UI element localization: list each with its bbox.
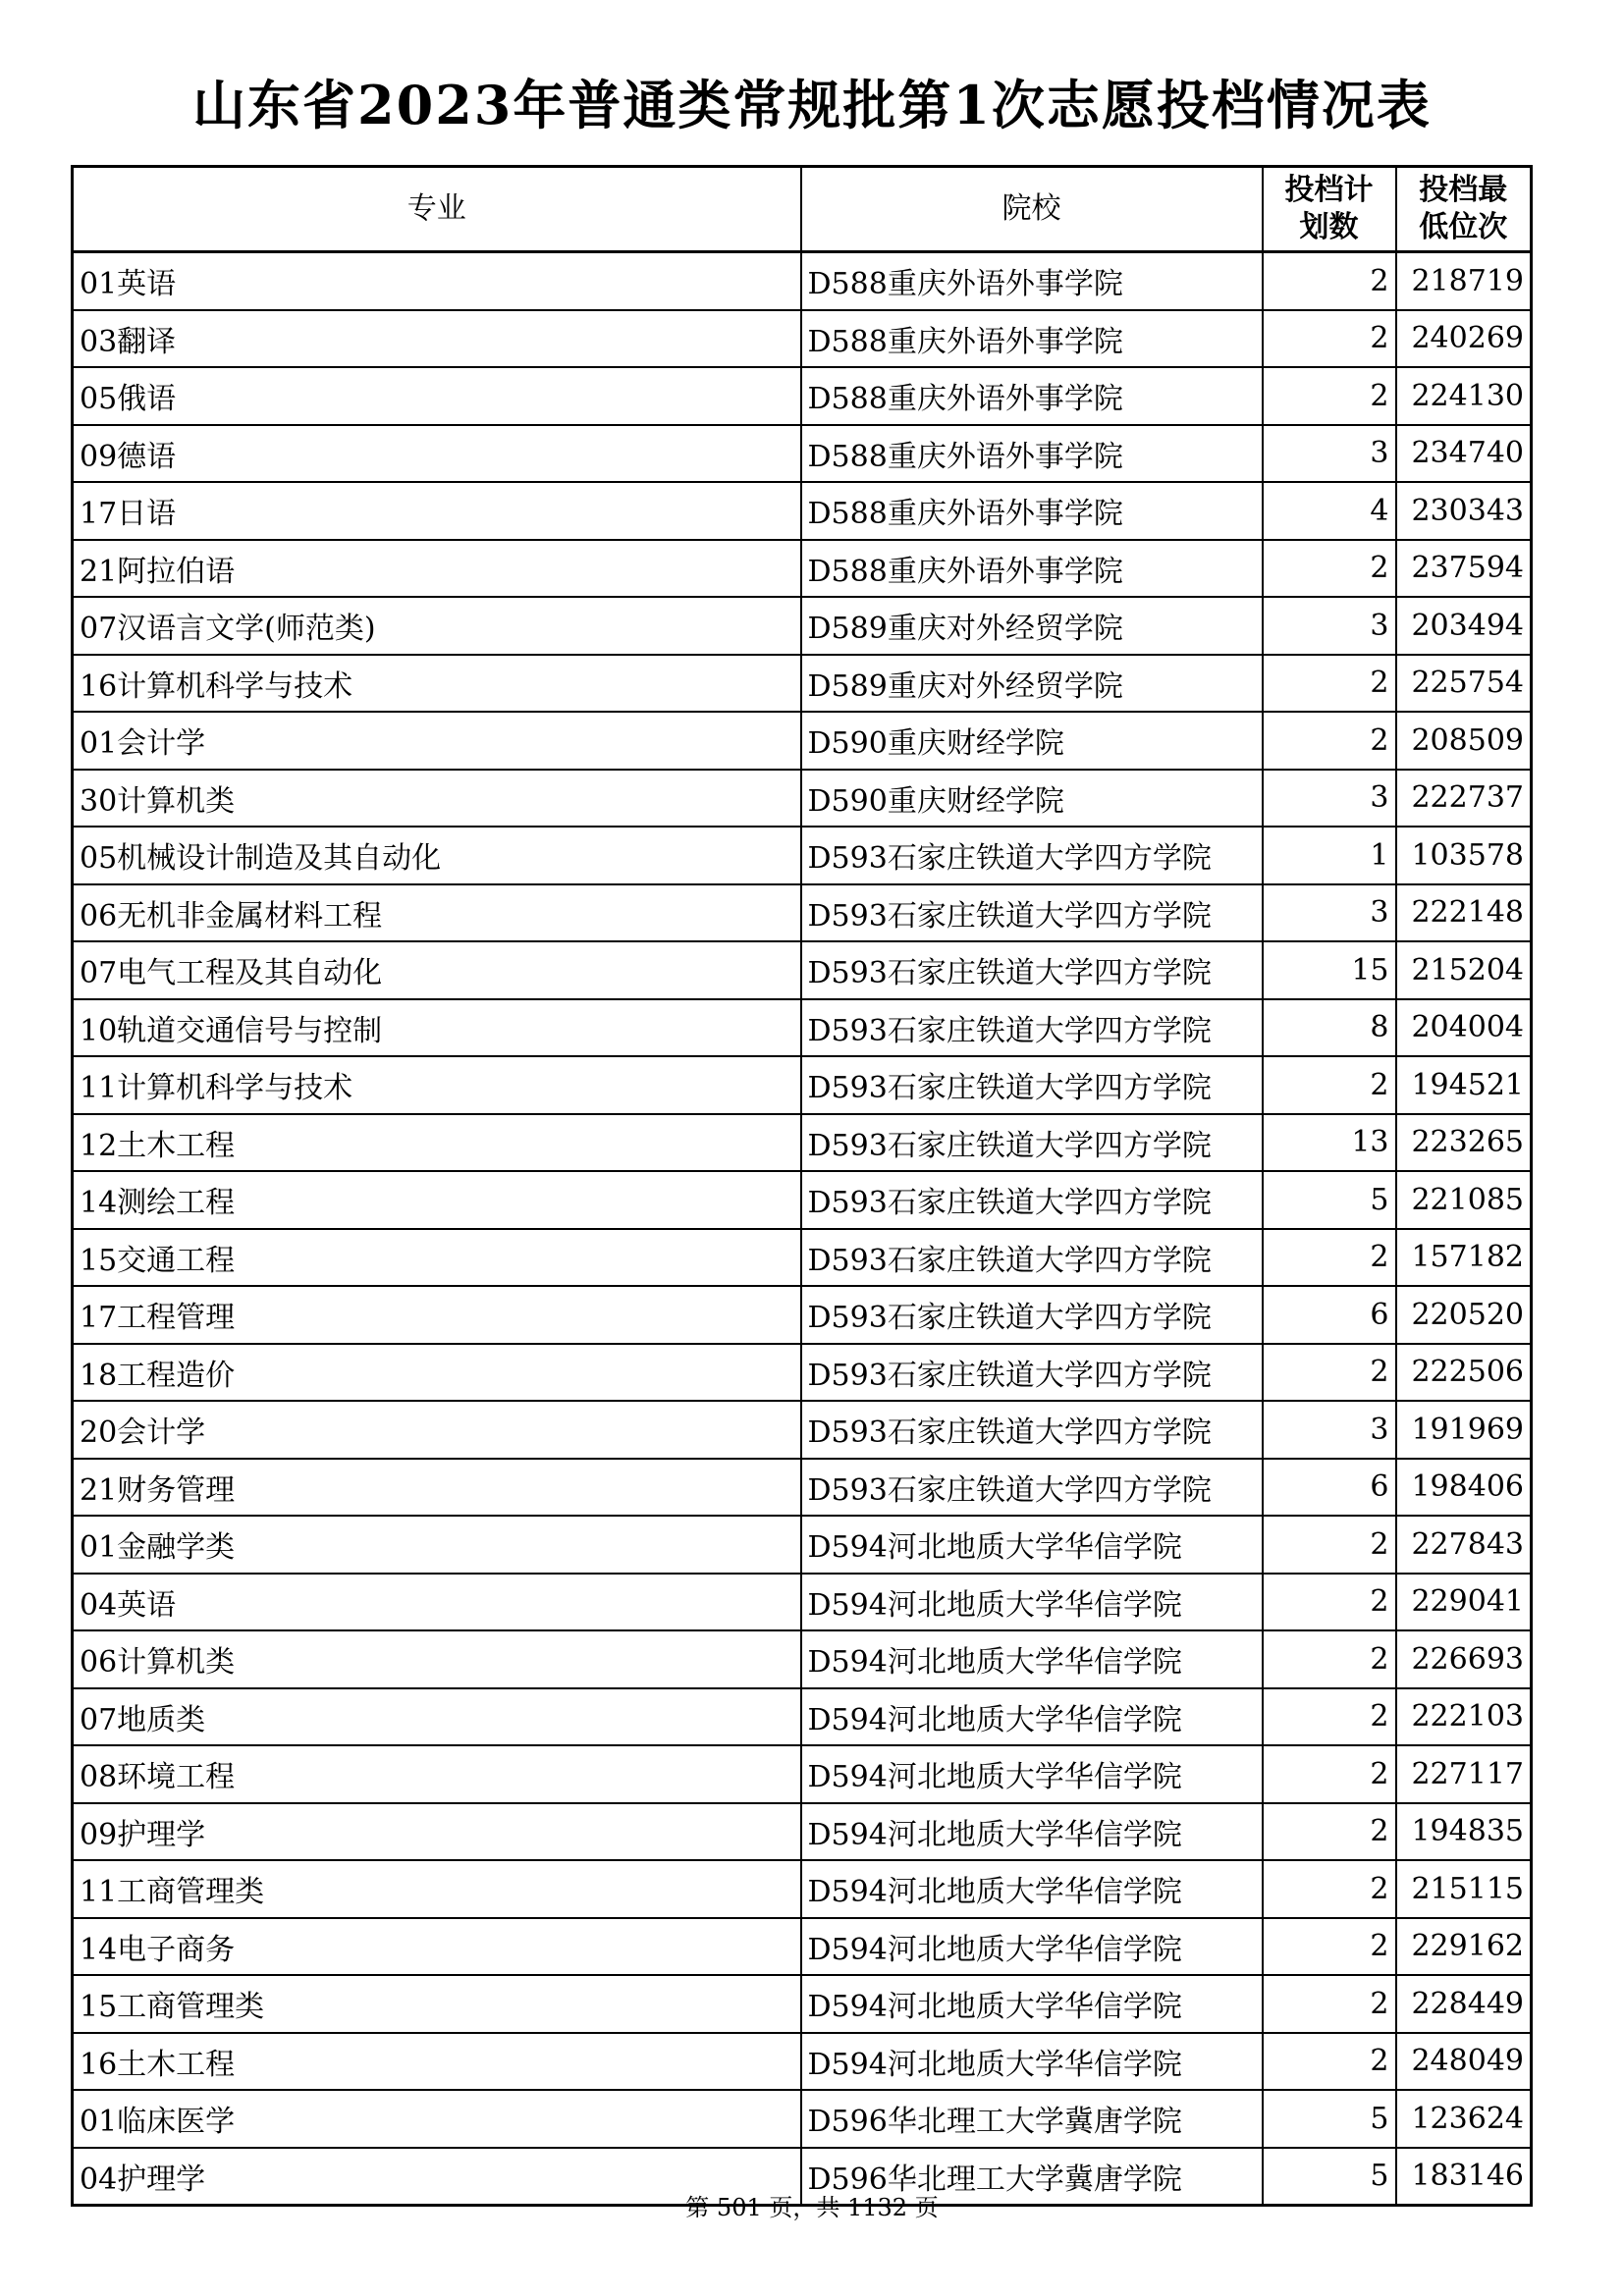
cell-plan-count: 2: [1263, 1574, 1396, 1631]
cell-major: 01英语: [73, 252, 801, 310]
table-row: [73, 1056, 1532, 1114]
cell-plan-count: 1: [1263, 827, 1396, 884]
table-body: [73, 252, 1532, 2206]
cell-plan-count: 2: [1263, 540, 1396, 598]
header-school: 院校: [801, 167, 1263, 252]
cell-school: D596华北理工大学冀唐学院: [801, 2148, 1263, 2206]
cell-major: 09护理学: [73, 1803, 801, 1861]
cell-major: 18工程造价: [73, 1344, 801, 1402]
cell-major: 06无机非金属材料工程: [73, 884, 801, 942]
cell-plan-count: 2: [1263, 367, 1396, 425]
cell-major: 07电气工程及其自动化: [73, 941, 801, 999]
cell-major: 01会计学: [73, 712, 801, 770]
cell-min-rank: 183146: [1396, 2148, 1532, 2206]
cell-min-rank: 218719: [1396, 252, 1532, 310]
header-min-rank: [1396, 167, 1532, 252]
cell-min-rank: 223265: [1396, 1114, 1532, 1172]
cell-major: 17工程管理: [73, 1286, 801, 1344]
cell-school: D588重庆外语外事学院: [801, 252, 1263, 310]
cell-min-rank: 194521: [1396, 1056, 1532, 1114]
table-row: [73, 540, 1532, 598]
header-plan-line1: 投档计: [1284, 173, 1374, 207]
cell-min-rank: 215204: [1396, 941, 1532, 999]
cell-school: D590重庆财经学院: [801, 770, 1263, 828]
cell-school: D594河北地质大学华信学院: [801, 1630, 1263, 1688]
table-row: [73, 884, 1532, 942]
cell-plan-count: 5: [1263, 1171, 1396, 1229]
cell-major: 04英语: [73, 1574, 801, 1631]
cell-major: 14电子商务: [73, 1918, 801, 1976]
cell-school: D588重庆外语外事学院: [801, 540, 1263, 598]
cell-plan-count: 5: [1263, 2090, 1396, 2148]
cell-major: 17日语: [73, 482, 801, 540]
cell-min-rank: 229162: [1396, 1918, 1532, 1976]
cell-major: 21阿拉伯语: [73, 540, 801, 598]
cell-min-rank: 226693: [1396, 1630, 1532, 1688]
page-title: 山东省2023年普通类常规批第1次志愿投档情况表: [192, 74, 1432, 136]
cell-min-rank: 225754: [1396, 655, 1532, 713]
cell-major: 05俄语: [73, 367, 801, 425]
cell-school: D593石家庄铁道大学四方学院: [801, 1171, 1263, 1229]
cell-min-rank: 227843: [1396, 1516, 1532, 1574]
cell-plan-count: 2: [1263, 655, 1396, 713]
cell-plan-count: 3: [1263, 1401, 1396, 1459]
page-footer: 第 501 页，共 1132 页: [685, 2194, 939, 2221]
cell-school: D593石家庄铁道大学四方学院: [801, 1114, 1263, 1172]
cell-school: D594河北地质大学华信学院: [801, 1688, 1263, 1746]
cell-min-rank: 157182: [1396, 1229, 1532, 1287]
cell-plan-count: 2: [1263, 252, 1396, 310]
table-row: [73, 2033, 1532, 2091]
table-row: [73, 482, 1532, 540]
cell-plan-count: 15: [1263, 941, 1396, 999]
cell-school: D589重庆对外经贸学院: [801, 655, 1263, 713]
cell-min-rank: 221085: [1396, 1171, 1532, 1229]
cell-plan-count: 2: [1263, 1229, 1396, 1287]
cell-school: D596华北理工大学冀唐学院: [801, 2090, 1263, 2148]
cell-major: 10轨道交通信号与控制: [73, 999, 801, 1057]
cell-min-rank: 198406: [1396, 1459, 1532, 1517]
cell-school: D593石家庄铁道大学四方学院: [801, 884, 1263, 942]
table-row: [73, 1229, 1532, 1287]
table-row: [73, 1286, 1532, 1344]
cell-school: D594河北地质大学华信学院: [801, 1745, 1263, 1803]
cell-school: D594河北地质大学华信学院: [801, 1516, 1263, 1574]
cell-min-rank: 230343: [1396, 482, 1532, 540]
header-plan-line2: 划数: [1299, 210, 1359, 244]
cell-plan-count: 5: [1263, 2148, 1396, 2206]
cell-min-rank: 240269: [1396, 310, 1532, 368]
table-row: [73, 1171, 1532, 1229]
cell-school: D593石家庄铁道大学四方学院: [801, 941, 1263, 999]
table-row: [73, 252, 1532, 310]
table-header-row: [73, 167, 1532, 252]
cell-min-rank: 215115: [1396, 1860, 1532, 1918]
cell-major: 04护理学: [73, 2148, 801, 2206]
admission-table-container: [71, 165, 1530, 2207]
table-row: [73, 367, 1532, 425]
cell-school: D590重庆财经学院: [801, 712, 1263, 770]
table-row: [73, 1803, 1532, 1861]
cell-plan-count: 2: [1263, 1975, 1396, 2033]
cell-min-rank: 222103: [1396, 1688, 1532, 1746]
table-row: [73, 310, 1532, 368]
cell-plan-count: 2: [1263, 1745, 1396, 1803]
cell-min-rank: 194835: [1396, 1803, 1532, 1861]
cell-plan-count: 2: [1263, 1803, 1396, 1861]
cell-school: D593石家庄铁道大学四方学院: [801, 1229, 1263, 1287]
cell-major: 06计算机类: [73, 1630, 801, 1688]
cell-plan-count: 3: [1263, 770, 1396, 828]
cell-major: 11工商管理类: [73, 1860, 801, 1918]
cell-school: D593石家庄铁道大学四方学院: [801, 1286, 1263, 1344]
cell-min-rank: 237594: [1396, 540, 1532, 598]
cell-plan-count: 6: [1263, 1286, 1396, 1344]
cell-min-rank: 234740: [1396, 425, 1532, 483]
cell-school: D594河北地质大学华信学院: [801, 1574, 1263, 1631]
table-row: [73, 655, 1532, 713]
cell-major: 12土木工程: [73, 1114, 801, 1172]
cell-min-rank: 222506: [1396, 1344, 1532, 1402]
table-row: [73, 999, 1532, 1057]
cell-school: D593石家庄铁道大学四方学院: [801, 1056, 1263, 1114]
cell-major: 21财务管理: [73, 1459, 801, 1517]
cell-min-rank: 208509: [1396, 712, 1532, 770]
cell-plan-count: 2: [1263, 1516, 1396, 1574]
cell-plan-count: 3: [1263, 425, 1396, 483]
cell-plan-count: 2: [1263, 712, 1396, 770]
table-row: [73, 1516, 1532, 1574]
cell-school: D588重庆外语外事学院: [801, 367, 1263, 425]
table-row: [73, 1459, 1532, 1517]
cell-major: 09德语: [73, 425, 801, 483]
admission-table: [71, 165, 1533, 2207]
table-row: [73, 1745, 1532, 1803]
cell-plan-count: 3: [1263, 884, 1396, 942]
cell-school: D589重庆对外经贸学院: [801, 597, 1263, 655]
cell-min-rank: 228449: [1396, 1975, 1532, 2033]
cell-plan-count: 2: [1263, 1918, 1396, 1976]
cell-min-rank: 123624: [1396, 2090, 1532, 2148]
table-row: [73, 1574, 1532, 1631]
cell-major: 11计算机科学与技术: [73, 1056, 801, 1114]
cell-school: D593石家庄铁道大学四方学院: [801, 1401, 1263, 1459]
cell-plan-count: 2: [1263, 1860, 1396, 1918]
cell-plan-count: 2: [1263, 1688, 1396, 1746]
cell-major: 14测绘工程: [73, 1171, 801, 1229]
header-rank-line1: 投档最: [1419, 173, 1508, 207]
cell-major: 05机械设计制造及其自动化: [73, 827, 801, 884]
cell-school: D593石家庄铁道大学四方学院: [801, 999, 1263, 1057]
cell-min-rank: 229041: [1396, 1574, 1532, 1631]
table-row: [73, 1918, 1532, 1976]
cell-school: D593石家庄铁道大学四方学院: [801, 827, 1263, 884]
cell-major: 03翻译: [73, 310, 801, 368]
table-row: [73, 425, 1532, 483]
cell-plan-count: 2: [1263, 1056, 1396, 1114]
cell-major: 01临床医学: [73, 2090, 801, 2148]
cell-plan-count: 2: [1263, 1344, 1396, 1402]
header-major: 专业: [73, 167, 801, 252]
cell-school: D594河北地质大学华信学院: [801, 1918, 1263, 1976]
table-row: [73, 827, 1532, 884]
cell-major: 16计算机科学与技术: [73, 655, 801, 713]
table-row: [73, 1401, 1532, 1459]
cell-plan-count: 13: [1263, 1114, 1396, 1172]
cell-min-rank: 224130: [1396, 367, 1532, 425]
table-row: [73, 941, 1532, 999]
table-row: [73, 712, 1532, 770]
cell-school: D594河北地质大学华信学院: [801, 1975, 1263, 2033]
cell-major: 15交通工程: [73, 1229, 801, 1287]
header-rank-line2: 低位次: [1419, 210, 1508, 244]
cell-min-rank: 248049: [1396, 2033, 1532, 2091]
table-row: [73, 597, 1532, 655]
cell-school: D593石家庄铁道大学四方学院: [801, 1344, 1263, 1402]
table-row: [73, 1975, 1532, 2033]
cell-plan-count: 8: [1263, 999, 1396, 1057]
cell-min-rank: 204004: [1396, 999, 1532, 1057]
cell-major: 16土木工程: [73, 2033, 801, 2091]
table-row: [73, 2090, 1532, 2148]
cell-school: D588重庆外语外事学院: [801, 482, 1263, 540]
cell-major: 01金融学类: [73, 1516, 801, 1574]
cell-min-rank: 103578: [1396, 827, 1532, 884]
table-row: [73, 770, 1532, 828]
cell-plan-count: 2: [1263, 2033, 1396, 2091]
cell-school: D594河北地质大学华信学院: [801, 1803, 1263, 1861]
cell-school: D588重庆外语外事学院: [801, 310, 1263, 368]
cell-min-rank: 227117: [1396, 1745, 1532, 1803]
cell-min-rank: 222737: [1396, 770, 1532, 828]
table-row: [73, 1114, 1532, 1172]
cell-plan-count: 6: [1263, 1459, 1396, 1517]
cell-major: 15工商管理类: [73, 1975, 801, 2033]
cell-major: 30计算机类: [73, 770, 801, 828]
cell-min-rank: 203494: [1396, 597, 1532, 655]
cell-school: D594河北地质大学华信学院: [801, 1860, 1263, 1918]
cell-school: D594河北地质大学华信学院: [801, 2033, 1263, 2091]
table-row: [73, 1688, 1532, 1746]
table-row: [73, 1860, 1532, 1918]
cell-major: 08环境工程: [73, 1745, 801, 1803]
header-plan-count: [1263, 167, 1396, 252]
cell-min-rank: 220520: [1396, 1286, 1532, 1344]
cell-plan-count: 4: [1263, 482, 1396, 540]
cell-major: 20会计学: [73, 1401, 801, 1459]
cell-plan-count: 3: [1263, 597, 1396, 655]
cell-min-rank: 191969: [1396, 1401, 1532, 1459]
table-row: [73, 1344, 1532, 1402]
cell-major: 07地质类: [73, 1688, 801, 1746]
cell-school: D593石家庄铁道大学四方学院: [801, 1459, 1263, 1517]
cell-plan-count: 2: [1263, 310, 1396, 368]
cell-plan-count: 2: [1263, 1630, 1396, 1688]
cell-major: 07汉语言文学(师范类): [73, 597, 801, 655]
cell-school: D588重庆外语外事学院: [801, 425, 1263, 483]
table-row: [73, 1630, 1532, 1688]
cell-min-rank: 222148: [1396, 884, 1532, 942]
